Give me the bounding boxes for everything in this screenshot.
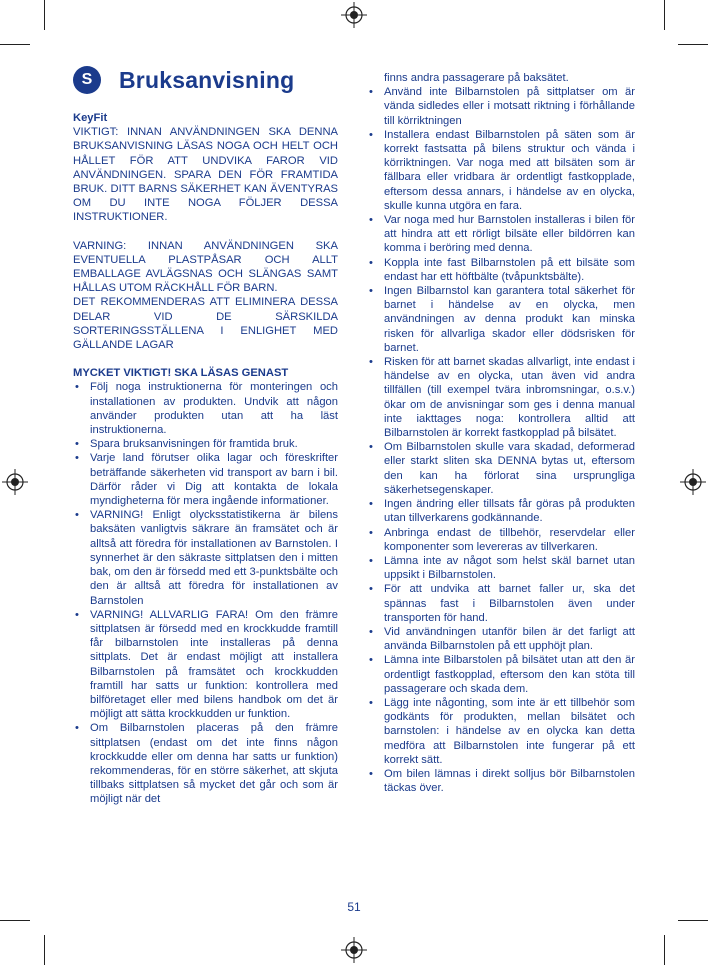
registration-mark-icon bbox=[2, 469, 28, 495]
crop-mark bbox=[0, 920, 30, 921]
disposal-notice: DET REKOMMENDERAS ATT ELIMINERA DESSA DELAR VID DE SÄRSKILDA SORTERINGSSTÄLLENA I ENLIGHET MED GÄLLANDE LAGAR bbox=[73, 296, 338, 352]
list-item: • Spara bruksanvisningen för framtida bruk. bbox=[73, 437, 338, 451]
list-item: • VARNING! Enligt olycksstatistikerna är bilens baksäten vanligtvis säkrare än framsätet och är alltså att föredra för installationen av Barnstolen. I synnerhet är den säkraste sittplatsen den i mitten bak, om den är försedd med ett 3-punktsbälte och den är alltså att föredra för installationen av Barnstolen bbox=[73, 508, 338, 607]
page-number: 51 bbox=[347, 900, 361, 914]
list-item: • Vid användningen utanför bilen är det farligt att använda Bilbarnstolen på ett upphöjt plan. bbox=[367, 625, 635, 653]
right-bullet-list bbox=[367, 85, 635, 795]
product-name: KeyFit bbox=[73, 112, 108, 124]
page-header bbox=[73, 66, 294, 94]
list-item: • Lämna inte Bilbarstolen på bilsätet utan att den är ordentligt fastkopplad, eftersom den kan stöta till passagerare och skada dem. bbox=[367, 653, 635, 696]
list-item: • Anbringa endast de tillbehör, reservdelar eller komponenter som levereras av tillverkaren. bbox=[367, 526, 635, 554]
crop-mark bbox=[0, 44, 30, 45]
right-column bbox=[367, 71, 635, 795]
important-notice: VIKTIGT: INNAN ANVÄNDNINGEN SKA DENNA BRUKSANVISNING LÄSAS NOGA OCH HELT OCH HÅLLET FÖR ATT UNDVIKA FAROR VID ANVÄNDNINGEN. SPARA DEN FÖR FRAMTIDA BRUK. DITT BARNS SÄKERHET KAN ÄVENTYRAS OM DU INTE NOGA FÖLJER DESSA INSTRUKTIONER. bbox=[73, 126, 338, 224]
crop-mark bbox=[678, 44, 708, 45]
list-item: • Varje land förutser olika lagar och föreskrifter beträffande säkerheten vid transport av barn i bil. Därför råder vi Dig att kontakta de lokala myndigheterna för mera ingående informationer. bbox=[73, 451, 338, 508]
list-item: • Om bilen lämnas i direkt solljus bör Bilbarnstolen täckas över. bbox=[367, 767, 635, 795]
language-badge: S bbox=[73, 66, 101, 94]
list-item: • Använd inte Bilbarnstolen på sittplatser om är vända sidledes eller i motsatt riktning i förhållande till körriktningen bbox=[367, 85, 635, 128]
crop-mark bbox=[44, 0, 45, 30]
registration-mark-icon bbox=[680, 469, 706, 495]
list-item: • Lämna inte av något som helst skäl barnet utan uppsikt i Bilbarnstolen. bbox=[367, 554, 635, 582]
list-item: • Koppla inte fast Bilbarnstolen på ett bilsäte som endast har ett höftbälte (tvåpunktsbälte). bbox=[367, 256, 635, 284]
registration-mark-icon bbox=[341, 937, 367, 963]
left-column bbox=[73, 111, 338, 807]
list-item: • Lägg inte någonting, som inte är ett tillbehör som godkänts för produkten, mellan bilsätet och barnstolen: i händelse av en olycka kan detta medföra att Bilbarnstolen inte fungerar på ett korrekt sätt. bbox=[367, 696, 635, 767]
list-item: • För att undvika att barnet faller ur, ska det spännas fast i Bilbarnstolen även under transporten för hand. bbox=[367, 582, 635, 625]
section-heading: MYCKET VIKTIGT! SKA LÄSAS GENAST bbox=[73, 367, 289, 380]
list-item: • Om Bilbarnstolen skulle vara skadad, deformerad eller starkt sliten ska DENNA bytas ut, eftersom den kan ha förlorat sina ursprungliga säkerhetsegenskaper. bbox=[367, 440, 635, 497]
list-item: • Installera endast Bilbarnstolen på säten som är korrekt fastsatta på bilens struktur och vända i körriktningen. Var noga med att bilsäten som är fällbara eller vridbara är ordentligt fastkopplade, eftersom dessa annars, i händelse av en olycka, skulle kunna utgöra en fara. bbox=[367, 128, 635, 213]
list-item: • Var noga med hur Barnstolen installeras i bilen för att hindra att ett rörligt bilsäte eller bildörren kan komma i beröring med denna. bbox=[367, 213, 635, 256]
page-title: Bruksanvisning bbox=[119, 66, 295, 93]
list-item: • Risken för att barnet skadas allvarligt, inte endast i händelse av en olycka, utan även vid andra tillfällen (till exempel tvära inbromsningar, o.s.v.) ökar om de anvisningar som ges i denna manual inte iakttages noga: kontrollera alltid att Bilbarnstolen är korrekt fastkopplad på bilsätet. bbox=[367, 355, 635, 440]
crop-mark bbox=[664, 935, 665, 965]
continued-text: finns andra passagerare på baksätet. bbox=[384, 72, 569, 84]
crop-mark bbox=[44, 935, 45, 965]
list-item: • Ingen Bilbarnstol kan garantera total säkerhet för barnet i händelse av en olycka, men användningen av denna produkt kan minska risken för allvarliga skador eller dödsrisken för barnet. bbox=[367, 284, 635, 355]
list-item: • Om Bilbarnstolen placeras på den främre sittplatsen (endast om det inte finns någon krockkudde eller om denna har satts ur funktion) rekommenderas, för en större säkerhet, att skjuta tillbaks sittplatsen så mycket det går och som är möjligt när det bbox=[73, 721, 338, 806]
list-item: • Följ noga instruktionerna för monteringen och installationen av produkten. Undvik att någon använder produkten utan att ha läst instruktionerna. bbox=[73, 380, 338, 437]
list-item: • Ingen ändring eller tillsats får göras på produkten utan tillverkarens godkännande. bbox=[367, 497, 635, 525]
warning-notice: VARNING: INNAN ANVÄNDNINGEN SKA EVENTUELLA PLASTPÅSAR OCH ALLT EMBALLAGE AVLÄGSNAS OCH SLÄNGAS SAMT HÅLLAS UTOM RÄCKHÅLL FÖR BARN. bbox=[73, 239, 338, 295]
crop-mark bbox=[678, 920, 708, 921]
left-bullet-list bbox=[73, 380, 338, 806]
crop-mark bbox=[664, 0, 665, 30]
registration-mark-icon bbox=[341, 2, 367, 28]
list-item: • VARNING! ALLVARLIG FARA! Om den främre sittplatsen är försedd med en krockkudde framtill får bilbarnstolen inte installeras på denna sittplats. Det är endast möjligt att installera Bilbarnstolen på framsätet och krockkudden framtill har satts ur funktion: kontrollera med bilföretaget eller med bilens handbok om det är möjligt att sätta krockkudden ur funktion. bbox=[73, 608, 338, 722]
